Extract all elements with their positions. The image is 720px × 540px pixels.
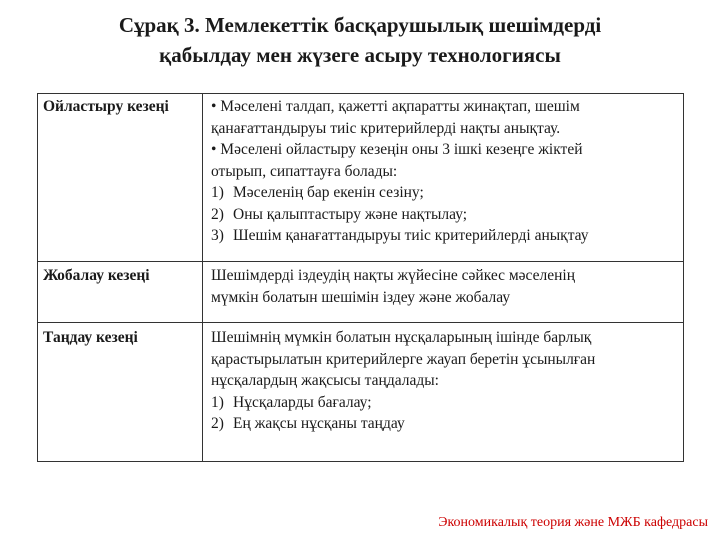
list-item-number: 2) [211,205,224,223]
list-item-number: 1) [211,393,224,411]
stage-description-cell [203,262,684,323]
technology-stages-table [37,93,684,462]
list-item-number: 3) [211,227,224,244]
stage-description-cell [203,94,684,262]
slide-title [40,10,680,70]
table-row-choice-stage [38,323,684,462]
description-line: Шешімнің мүмкін болатын нұсқаларының ішінде барлық [211,329,592,346]
list-item [211,225,677,247]
description-line: қарастырылатын критерийлерге жауап беретін ұсынылған [211,350,596,368]
list-item-text: Мәселенің бар екенін сезіну; [233,184,424,201]
description-line: Шешімдерді іздеудің нақты жүйесіне сәйкес мәселенің [211,267,576,284]
department-footer: Экономикалық теория және МЖБ кафедрасы [438,515,708,530]
stage-name-cell: Ойластыру кезеңі [38,94,203,262]
slide-title-line-2: қабылдау мен жүзеге асыру технологиясы [159,43,561,67]
table-row-thinking-stage [38,94,684,262]
table-row-design-stage [38,262,684,323]
list-item-number: 1) [211,184,224,201]
list-item [211,392,677,414]
list-item-text: Оны қалыптастыру және нақтылау; [233,205,468,223]
description-line: отырып, сипаттауға болады: [211,162,398,180]
list-item [211,204,677,226]
list-item-text: Ең жақсы нұсқаны таңдау [233,415,405,432]
description-line: нұсқалардың жақсысы таңдалады: [211,372,439,389]
description-line: қанағаттандыруы тиіс критерийлерді нақты анықтау. [211,119,561,137]
list-item-number: 2) [211,415,224,432]
slide-title-line-1: Сұрақ 3. Мемлекеттік басқарушылық шешімдерді [118,13,602,37]
description-line: • Мәселені ойластыру кезеңін оны 3 ішкі кезеңге жіктей [211,141,583,158]
list-item [211,182,677,204]
list-item-text: Нұсқаларды бағалау; [233,393,372,411]
description-line: • Мәселені талдап, қажетті ақпаратты жинақтап, шешім [211,98,580,115]
list-item [211,413,677,435]
stage-name-cell: Жобалау кезеңі [38,262,203,323]
stage-name-cell: Таңдау кезеңі [38,323,203,462]
list-item-text: Шешім қанағаттандыруы тиіс критерийлерді анықтау [233,227,589,244]
stage-description-cell [203,323,684,462]
description-line: мүмкін болатын шешімін іздеу және жобалау [211,288,511,306]
